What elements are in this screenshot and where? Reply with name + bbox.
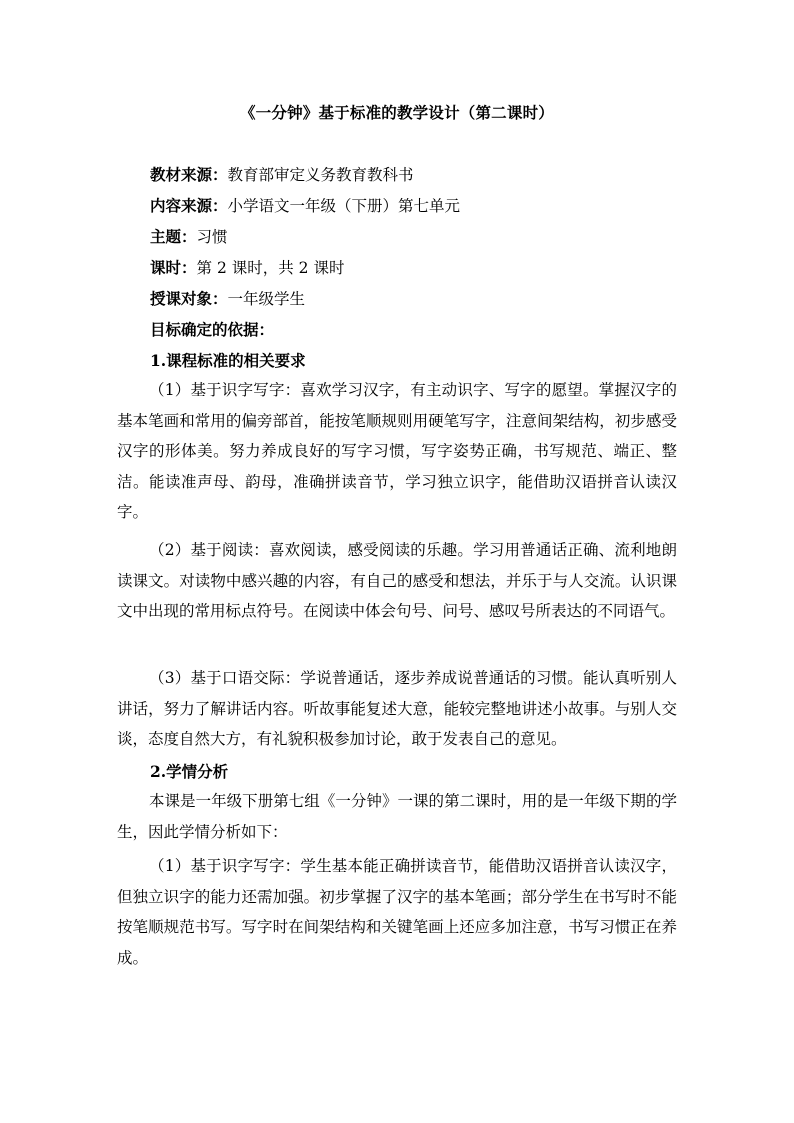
- meta-lesson-period: [150, 256, 344, 278]
- meta-label: 内容来源：: [150, 196, 228, 215]
- meta-value: 教育部审定义务教育教科书: [227, 166, 414, 184]
- section2-paragraph: 本课是一年级下册第七组《一分钟》一课的第二课时，用的是一年级下期的学生，因此学情分析如下：: [117, 792, 677, 841]
- meta-audience: [150, 287, 305, 309]
- section1-paragraph: （1）基于识字写字：喜欢学习汉字，有主动识字、写字的愿望。掌握汉字的基本笔画和常用的偏旁部首，能按笔顺规则用硬笔写字，注意间架结构，初步感受汉字的形体美。努力养成良好的写字习惯，写字姿势正确，书写规范、端正、整洁。能读准声母、韵母，准确拼读音节，学习独立识字，能借助汉语拼音认读汉字。: [117, 381, 677, 521]
- section1-heading: 1.课程标准的相关要求: [150, 351, 306, 370]
- section1-paragraph: （3）基于口语交际：学说普通话，逐步养成说普通话的习惯。能认真听别人讲话，努力了解讲话内容。听故事能复述大意，能较完整地讲述小故事。与别人交谈，态度自然大方，有礼貌积极参加讨论，敢于发表自己的意见。: [117, 669, 677, 748]
- section2-heading: 2.学情分析: [150, 762, 229, 781]
- document-title: 《一分钟》基于标准的教学设计（第二课时）: [239, 103, 554, 122]
- section2-paragraph: （1）基于识字写字：学生基本能正确拼读音节，能借助汉语拼音认读汉字，但独立识字的能力还需加强。初步掌握了汉字的基本笔画；部分学生在书写时不能按笔顺规范书写。写字时在间架结构和关键笔画上还应多加注意，书写习惯正在养成。: [117, 857, 677, 967]
- basis-heading: 目标确定的依据：: [150, 320, 275, 339]
- meta-label: 授课对象：: [150, 289, 228, 308]
- meta-value: 第 2 课时，共 2 课时: [196, 259, 345, 277]
- meta-content-source: [150, 194, 460, 216]
- meta-label: 课时：: [150, 258, 197, 277]
- section1-paragraph: （2）基于阅读：喜欢阅读，感受阅读的乐趣。学习用普通话正确、流利地朗读课文。对读物中感兴趣的内容，有自己的感受和想法，并乐于与人交流。认识课文中出现的常用标点符号。在阅读中体会句号、问号、感叹号所表达的不同语气。: [117, 541, 677, 620]
- meta-value: 一年级学生: [227, 290, 306, 308]
- meta-textbook-source: [150, 163, 414, 185]
- meta-value: 小学语文一年级（下册）第七单元: [227, 197, 461, 215]
- meta-value: 习惯: [196, 228, 228, 246]
- meta-theme: [150, 225, 228, 247]
- meta-label: 主题：: [150, 227, 197, 246]
- meta-label: 教材来源：: [150, 165, 228, 184]
